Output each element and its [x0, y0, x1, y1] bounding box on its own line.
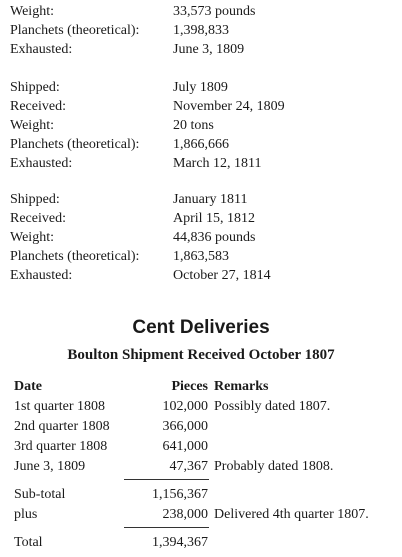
kv-row [10, 154, 390, 173]
kv-label: Planchets (theoretical): [10, 137, 140, 152]
cell-remarks: Probably dated 1808. [214, 459, 334, 474]
kv-row [10, 40, 390, 59]
shipment-block-1 [10, 2, 390, 59]
table-row [14, 397, 394, 417]
kv-value: July 1809 [173, 80, 228, 95]
kv-row [10, 2, 390, 21]
kv-row [10, 21, 390, 40]
cell-pieces: 1,156,367 [152, 487, 208, 502]
kv-value: April 15, 1812 [173, 211, 256, 226]
kv-value: January 1811 [173, 192, 248, 207]
kv-row [10, 247, 390, 266]
cell-pieces: 47,367 [169, 459, 208, 474]
cell-date: Total [14, 535, 43, 550]
kv-row [10, 116, 390, 135]
cell-date: plus [14, 507, 38, 522]
kv-value: March 12, 1811 [173, 156, 262, 171]
kv-label: Weight: [10, 118, 54, 133]
kv-label: Received: [10, 99, 66, 114]
table-header-row [14, 377, 394, 397]
column-header-date: Date [14, 379, 42, 394]
kv-label: Shipped: [10, 80, 60, 95]
kv-label: Exhausted: [10, 156, 73, 171]
kv-value: 33,573 pounds [173, 4, 256, 19]
cell-date: Sub-total [14, 487, 66, 502]
kv-row [10, 209, 390, 228]
kv-row [10, 97, 390, 116]
kv-row [10, 228, 390, 247]
kv-label: Planchets (theoretical): [10, 249, 140, 264]
cell-date: 1st quarter 1808 [14, 399, 105, 414]
shipment-block-3 [10, 190, 390, 285]
table-row [14, 417, 394, 437]
table-row [14, 533, 394, 553]
kv-value: 1,866,666 [173, 137, 229, 152]
kv-label: Received: [10, 211, 66, 226]
kv-row [10, 190, 390, 209]
kv-label: Exhausted: [10, 42, 73, 57]
kv-row [10, 266, 390, 285]
cent-deliveries-table [14, 377, 394, 553]
shipment-block-2 [10, 78, 390, 173]
cell-pieces: 102,000 [162, 399, 208, 414]
kv-label: Weight: [10, 230, 54, 245]
kv-value: 20 tons [173, 118, 214, 133]
cell-date: 3rd quarter 1808 [14, 439, 108, 454]
table-row [14, 505, 394, 525]
section-subtitle: Boulton Shipment Received October 1807 [67, 347, 335, 363]
table-row [14, 485, 394, 505]
cell-remarks: Possibly dated 1807. [214, 399, 331, 414]
kv-label: Weight: [10, 4, 54, 19]
cell-pieces: 366,000 [162, 419, 208, 434]
kv-value: November 24, 1809 [173, 99, 285, 114]
kv-value: 1,863,583 [173, 249, 229, 264]
table-row [14, 437, 394, 457]
kv-row [10, 78, 390, 97]
kv-label: Planchets (theoretical): [10, 23, 140, 38]
kv-label: Shipped: [10, 192, 60, 207]
cell-pieces: 238,000 [162, 507, 208, 522]
kv-value: 44,836 pounds [173, 230, 256, 245]
cell-pieces: 1,394,367 [152, 535, 208, 550]
column-header-remarks: Remarks [214, 379, 269, 394]
kv-value: October 27, 1814 [173, 268, 271, 283]
section-title: Cent Deliveries [132, 317, 270, 338]
kv-row [10, 135, 390, 154]
cell-date: 2nd quarter 1808 [14, 419, 110, 434]
subtotal-rule [124, 479, 209, 480]
column-header-pieces: Pieces [171, 379, 208, 394]
kv-value: 1,398,833 [173, 23, 229, 38]
total-rule [124, 527, 209, 528]
cell-remarks: Delivered 4th quarter 1807. [214, 507, 369, 522]
kv-label: Exhausted: [10, 268, 73, 283]
table-row [14, 457, 394, 477]
cell-date: June 3, 1809 [14, 459, 86, 474]
cell-pieces: 641,000 [162, 439, 208, 454]
kv-value: June 3, 1809 [173, 42, 245, 57]
